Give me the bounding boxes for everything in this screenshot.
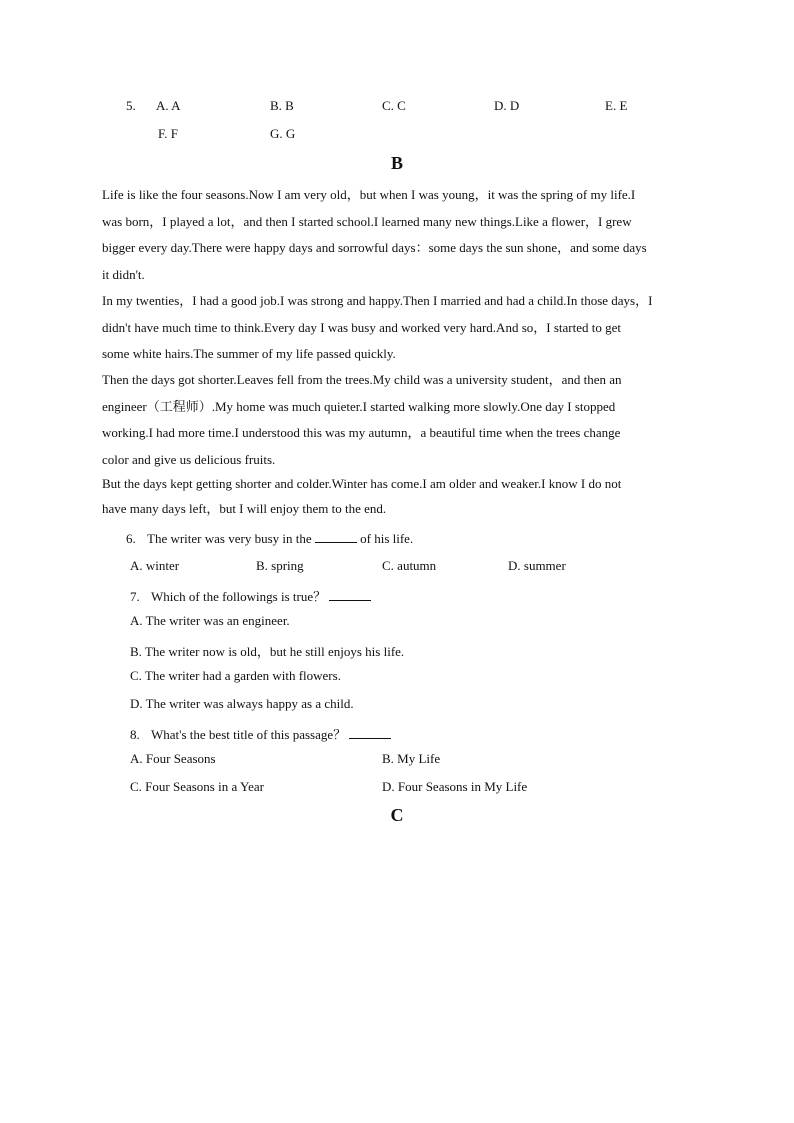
passage-line: color and give us delicious fruits. [102,451,276,467]
q6-option-c: C. autumn [382,558,437,573]
question-7-stem: Which of the followings is true？ [151,589,327,604]
q5-option-f: F. F [158,126,178,141]
section-c-heading: C [390,805,404,825]
question-8-number: 8. [130,727,140,742]
question-7 [130,586,371,605]
q8-option-b: B. My Life [382,751,441,766]
answer-blank [349,726,391,739]
question-8-stem: What's the best title of this passage？ [151,727,347,742]
q7-option-c: C. The writer had a garden with flowers. [130,668,341,683]
passage-paragraph-2 [102,288,702,368]
passage-line: working.I had more time.I understood this was my autumn，a beautiful time when the trees change [102,425,621,440]
question-6-number: 6. [126,531,136,546]
passage-line: it didn't. [102,266,145,282]
question-6 [126,530,413,547]
q5-option-c: C. C [382,98,406,113]
q5-option-e: E. E [605,98,628,113]
q5-option-b: B. B [270,98,294,113]
q5-option-a: A. A [156,98,181,113]
passage-paragraph-3 [102,367,702,473]
passage-line: have many days left，but I will enjoy them to the end. [102,501,387,516]
passage-paragraph-1 [102,182,702,288]
question-6-stem-start: The writer was very busy in the [147,531,312,546]
q7-option-b: B. The writer now is old，but he still enjoys his life. [130,644,405,659]
question-6-stem-end: of his life. [360,531,414,546]
q8-option-c: C. Four Seasons in a Year [130,779,264,794]
passage-paragraph-4 [102,471,702,521]
passage-line: didn't have much time to think.Every day I was busy and worked very hard.And so，I started to get [102,319,621,335]
section-b-heading: B [390,153,403,173]
passage-line: But the days kept getting shorter and colder.Winter has come.I am older and weaker.I know I do not [102,476,622,491]
q8-option-d: D. Four Seasons in My Life [382,779,528,794]
q7-option-a: A. The writer was an engineer. [130,613,290,628]
passage-line: some white hairs.The summer of my life passed quickly. [102,346,396,361]
q7-option-d: D. The writer was always happy as a child. [130,696,354,711]
answer-blank [329,588,371,601]
q5-option-g: G. G [270,126,296,141]
passage-line: engineer（工程师）.My home was much quieter.I started walking more slowly.One day I stopped [102,398,616,414]
q5-option-d: D. D [494,98,520,113]
q6-option-d: D. summer [508,558,566,573]
q6-option-b: B. spring [256,558,304,573]
answer-blank [315,530,357,543]
question-5-number: 5. [126,98,136,113]
passage-line: Life is like the four seasons.Now I am very old，but when I was young，it was the spring of my life.I [102,187,636,202]
question-7-number: 7. [130,589,140,604]
q6-option-a: A. winter [130,558,180,573]
passage-line: was born，I played a lot，and then I started school.I learned many new things.Like a flower，I grew [102,213,632,229]
passage-line: Then the days got shorter.Leaves fell from the trees.My child was a university student，and then an [102,372,622,387]
question-8 [130,724,391,743]
q8-option-a: A. Four Seasons [130,751,216,766]
passage-line: bigger every day.There were happy days and sorrowful days：some days the sun shone，and some days [102,240,647,255]
passage-line: In my twenties，I had a good job.I was strong and happy.Then I married and had a child.In those days，I [102,293,653,308]
